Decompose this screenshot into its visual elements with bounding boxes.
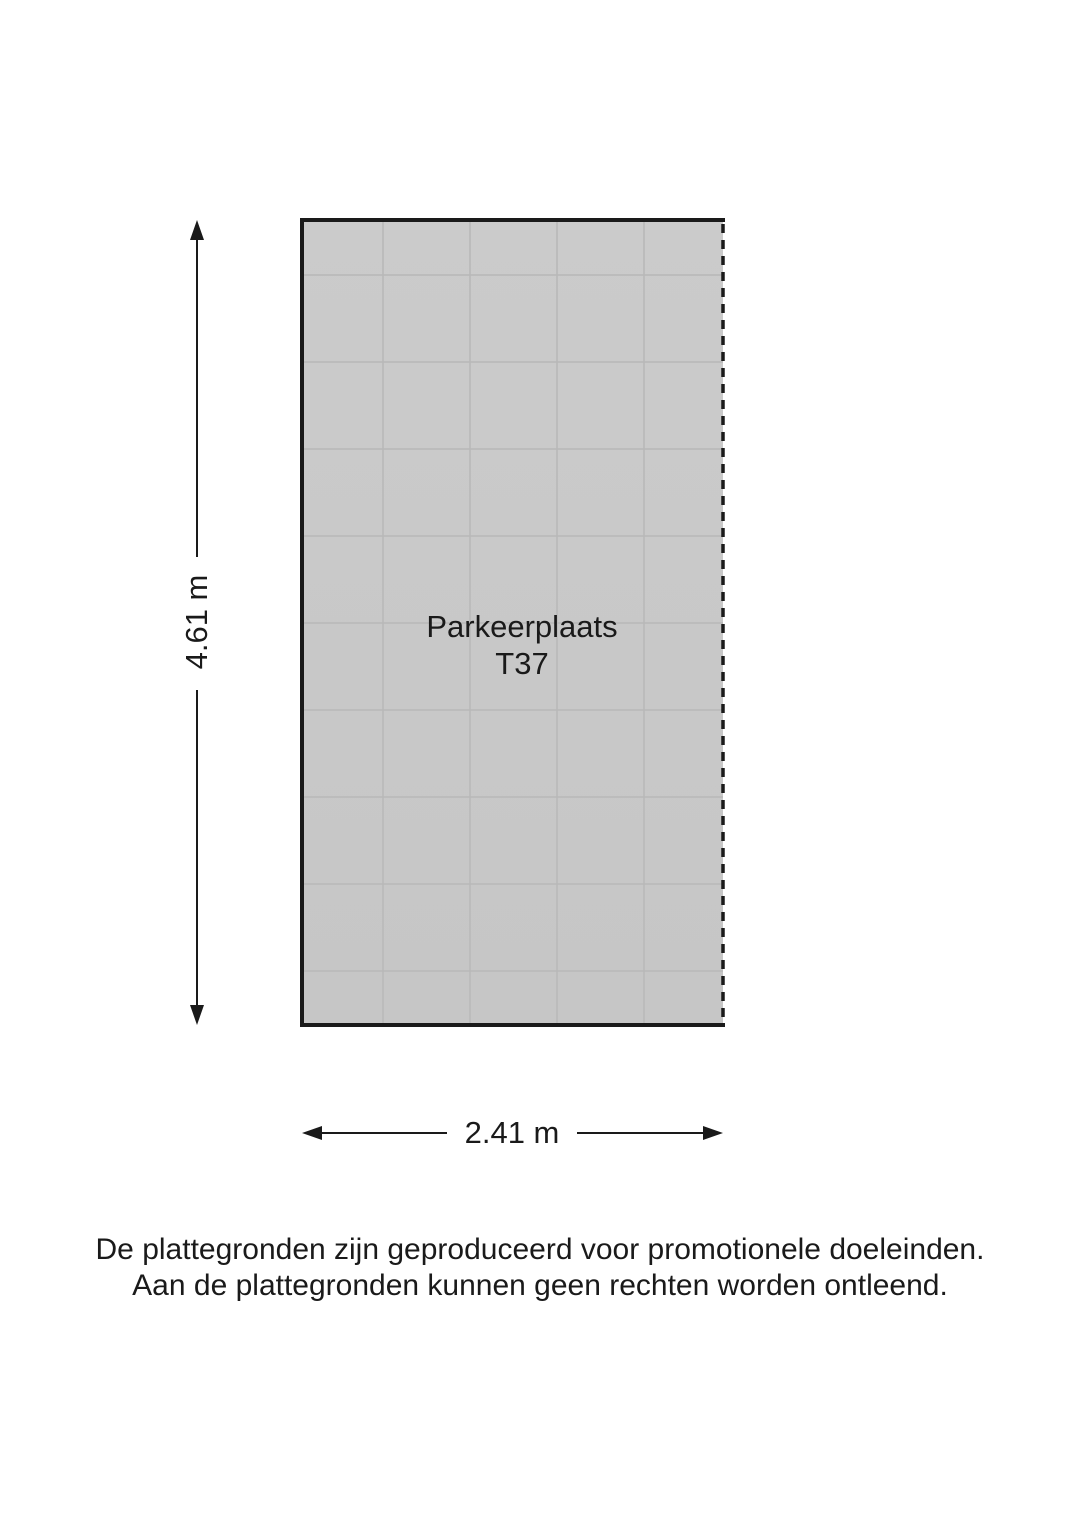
room-name-label: Parkeerplaats (426, 609, 618, 644)
arrow-left-icon (302, 1126, 322, 1140)
room-code-label: T37 (495, 646, 549, 681)
arrow-right-icon (703, 1126, 723, 1140)
height-dimension-label: 4.61 m (179, 557, 215, 687)
disclaimer-line-1: De plattegronden zijn geproduceerd voor promotionele doeleinden. (95, 1233, 985, 1266)
disclaimer-line-2: Aan de plattegronden kunnen geen rechten worden ontleend. (132, 1269, 948, 1302)
width-dimension-label: 2.41 m (447, 1115, 577, 1151)
arrow-up-icon (190, 220, 204, 240)
arrow-down-icon (190, 1005, 204, 1025)
